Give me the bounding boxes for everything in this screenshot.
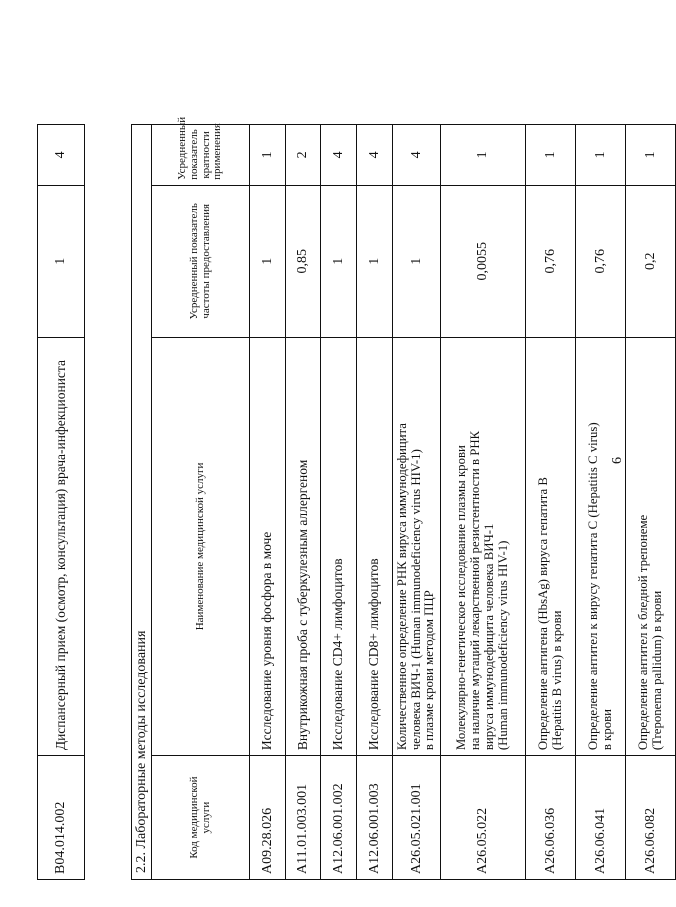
multiplicity-value: 2 <box>286 125 321 186</box>
frequency-value: 1 <box>38 185 85 337</box>
frequency-value: 1 <box>250 185 286 337</box>
section-title-row <box>132 125 152 880</box>
table-row <box>626 125 676 880</box>
page-number: 6 <box>610 457 625 464</box>
service-name-line: в плазме крови методом ПЦР <box>422 590 437 751</box>
frequency-value: 0,76 <box>526 185 576 337</box>
service-name <box>441 337 526 755</box>
service-name-line: Определение антител к вирусу гепатита С (Hepatitis C virus) <box>585 422 600 751</box>
table-row <box>286 125 321 880</box>
service-name-line: (Human immunodeficiency virus HIV-1) <box>495 540 510 751</box>
multiplicity-value: 4 <box>321 125 357 186</box>
service-code: A26.06.041 <box>576 756 626 880</box>
service-code: A26.05.022 <box>441 756 526 880</box>
frequency-value: 0,76 <box>576 185 626 337</box>
service-code: B04.014.002 <box>38 756 85 880</box>
table-row <box>357 125 393 880</box>
service-name-line: человека ВИЧ-1 (Human immunodeficiency virus HIV-1) <box>408 449 423 751</box>
header-row <box>152 125 250 880</box>
service-name-line: на наличие мутаций лекарственной резистентности в РНК <box>468 430 483 751</box>
multiplicity-value: 4 <box>38 125 85 186</box>
service-name: Внутрикожная проба с туберкулезным аллергеном <box>286 337 321 755</box>
table-row <box>393 125 441 880</box>
header-multiplicity: Усредненный показатель кратности применения <box>152 125 250 186</box>
service-name-line: Молекулярно-генетическое исследование плазмы крови <box>454 445 469 751</box>
table-row <box>441 125 526 880</box>
service-name: Исследование CD4+ лимфоцитов <box>321 337 357 755</box>
frequency-value: 1 <box>321 185 357 337</box>
table-row <box>526 125 576 880</box>
service-code: A12.06.001.002 <box>321 756 357 880</box>
service-code: A26.06.082 <box>626 756 676 880</box>
frequency-value: 0,2 <box>626 185 676 337</box>
lab-methods-table <box>131 116 676 880</box>
header-frequency: Усредненный показатель частоты предоставления <box>152 185 250 337</box>
service-name: Исследование уровня фосфора в моче <box>250 337 286 755</box>
header-name: Наименование медицинской услуги <box>152 337 250 755</box>
service-name: Диспансерный прием (осмотр, консультация) врача-инфекциониста <box>38 337 85 755</box>
multiplicity-value: 1 <box>526 125 576 186</box>
service-code: A12.06.001.003 <box>357 756 393 880</box>
service-name <box>393 337 441 755</box>
multiplicity-value: 1 <box>576 125 626 186</box>
service-name-line: вируса иммунодефицита человека ВИЧ-1 <box>482 523 496 751</box>
table-row <box>38 125 85 880</box>
header-code: Код медицинской услуги <box>152 756 250 880</box>
multiplicity-value: 1 <box>250 125 286 186</box>
multiplicity-value: 1 <box>626 125 676 186</box>
frequency-value: 1 <box>357 185 393 337</box>
service-code: A11.01.003.001 <box>286 756 321 880</box>
service-name-line: (Treponema pallidum) в крови <box>649 590 664 751</box>
multiplicity-value: 1 <box>441 125 526 186</box>
table-row <box>321 125 357 880</box>
service-name: Исследование CD8+ лимфоцитов <box>357 337 393 755</box>
service-name-line: в крови <box>599 708 614 751</box>
service-code: A26.06.036 <box>526 756 576 880</box>
service-name-line: (Hepatitis B virus) в крови <box>549 610 564 751</box>
multiplicity-value: 4 <box>357 125 393 186</box>
service-name-line: Количественное определение РНК вируса иммунодефицита <box>394 423 409 751</box>
service-code: A26.05.021.001 <box>393 756 441 880</box>
multiplicity-value: 4 <box>393 125 441 186</box>
section-title: 2.2. Лабораторные методы исследования <box>132 125 152 880</box>
service-name <box>526 337 576 755</box>
service-name <box>576 337 626 755</box>
service-name-line: Определение антигена (HbsAg) вируса гепатита В <box>535 477 550 751</box>
frequency-value: 1 <box>393 185 441 337</box>
service-code: A09.28.026 <box>250 756 286 880</box>
service-name <box>626 337 676 755</box>
table-row <box>576 125 626 880</box>
frequency-value: 0,85 <box>286 185 321 337</box>
frequency-value: 0,0055 <box>441 185 526 337</box>
table-row <box>250 125 286 880</box>
service-name-line: Определение антител к бледной трепонеме <box>635 514 650 751</box>
top-table <box>37 124 85 880</box>
